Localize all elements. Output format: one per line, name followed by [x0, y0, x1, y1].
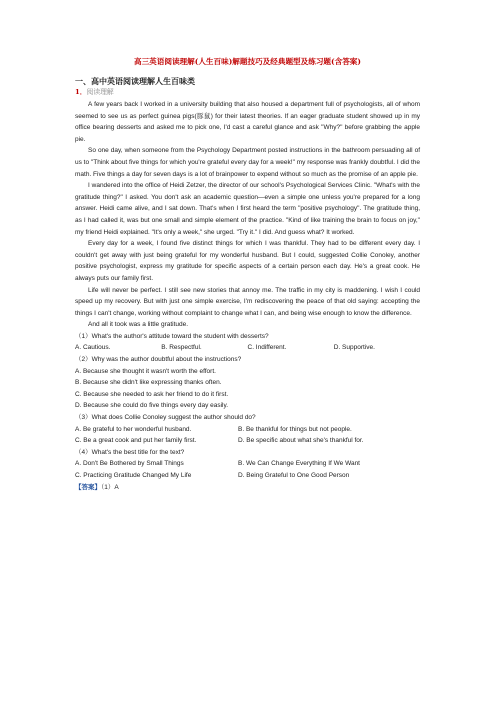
question-3-options-row — [75, 435, 420, 447]
option: A. Be grateful to her wonderful husband. — [75, 425, 192, 433]
option: C. Practicing Gratitude Changed My Life — [75, 472, 192, 479]
passage-paragraph: Life will never be perfect. I still see new stories that annoy me. The traffic in my city is maddening. I wish I could speed up my recovery. But with just one simple exercise, I'm rediscovering the peace of that old saying: accepting the things I can't change, working without complaint to change what I can, and being wise enough to know the difference. — [75, 286, 420, 317]
question-1-options — [75, 342, 420, 354]
document-title: 高三英语阅读理解(人生百味)解题技巧及经典题型及练习题(含答案) — [134, 57, 361, 66]
answer-tag: 【答案】 — [75, 483, 101, 491]
question-2: （2）Why was the author doubtful about the instructions? — [75, 356, 242, 364]
passage-paragraph: So one day, when someone from the Psychology Department posted instructions in the bathroom persuading all of us to "Think about five things for which you're grateful every day for a week!" my response was frankly doubtful. I did the math. Five things a day for seven days is a lot of brainpower to expend without so much as the promise of an apple pie. — [75, 147, 420, 178]
question-4-options-row — [75, 470, 420, 482]
option: A. Cautious. — [75, 344, 111, 352]
option: B. Be thankful for things but not people. — [238, 425, 352, 433]
subsection-label: 阅读理解 — [86, 88, 114, 96]
question-1: （1）What's the author's attitude toward the student with desserts? — [75, 332, 269, 340]
question-3-options-row — [75, 424, 420, 436]
document-page — [75, 57, 420, 493]
question-4: （4）What's the best title for the text? — [75, 448, 185, 456]
option: D. Be specific about what she's thankful for. — [238, 437, 364, 445]
option: B. We Can Change Everything If We Want — [238, 460, 360, 468]
subsection-number: 1． — [75, 88, 87, 96]
option: D. Being Grateful to One Good Person — [238, 472, 350, 479]
section-heading: 一、高中英语阅读理解人生百味类 — [75, 76, 195, 86]
passage-paragraph: I wandered into the office of Heidi Zetzer, the director of our school's Psychological Services Clinic. "What's with the gratitude thing?" I asked. You don't ask an academic question—even a simple one unless you're prepared for a long answer. Heidi came alive, and I sat down. That's when I first heard the term "positive psychology". The gratitude thing, as I had called it, was but one small and simple element of the practice. "Kind of like training the brain to focus on joy," my friend Heidi explained. "It's only a week," she urged. "Try it." I did. And guess what? It worked. — [75, 182, 420, 236]
option: D. Supportive. — [333, 344, 375, 352]
answer-line — [75, 482, 420, 494]
option: C. Indifferent. — [247, 344, 287, 352]
subsection-heading — [75, 88, 420, 97]
passage-paragraph: A few years back I worked in a university building that also housed a department full of psychologists, all of whom seemed to see us as perfect guinea pigs(豚鼠) for their latest theories. If an eager graduate student showed up in my office bearing desserts and asked me to pick one, I'd cast a careful glance and ask "Why?" before grabbing the apple pie. — [75, 101, 420, 143]
passage-paragraph: Every day for a week, I found five distinct things for which I was thankful. They had to be different every day. I couldn't get away with just being grateful for my wonderful husband. But I could, suggested Collie Conoley, another positive psychologist, express my gratitude for specific aspects of a certain person each day. He's a great cook. He always puts our family first. — [75, 240, 420, 282]
question-4-options-row — [75, 458, 420, 470]
option: B. Respectful. — [161, 344, 202, 352]
option: A. Don't Be Bothered by Small Things — [75, 460, 184, 468]
option: C. Be a great cook and put her family first. — [75, 437, 197, 445]
option: D. Because she could do five things every day easily. — [75, 402, 229, 410]
question-3: （3）What does Collie Conoley suggest the author should do? — [75, 414, 256, 422]
passage-paragraph: And all it took was a little gratitude. — [88, 321, 189, 329]
option: C. Because she needed to ask her friend to do it first. — [75, 390, 229, 398]
answer-text: （1）A — [101, 483, 119, 491]
option: B. Because she didn't like expressing thanks often. — [75, 379, 222, 387]
option: A. Because she thought it wasn't worth the effort. — [75, 367, 216, 375]
